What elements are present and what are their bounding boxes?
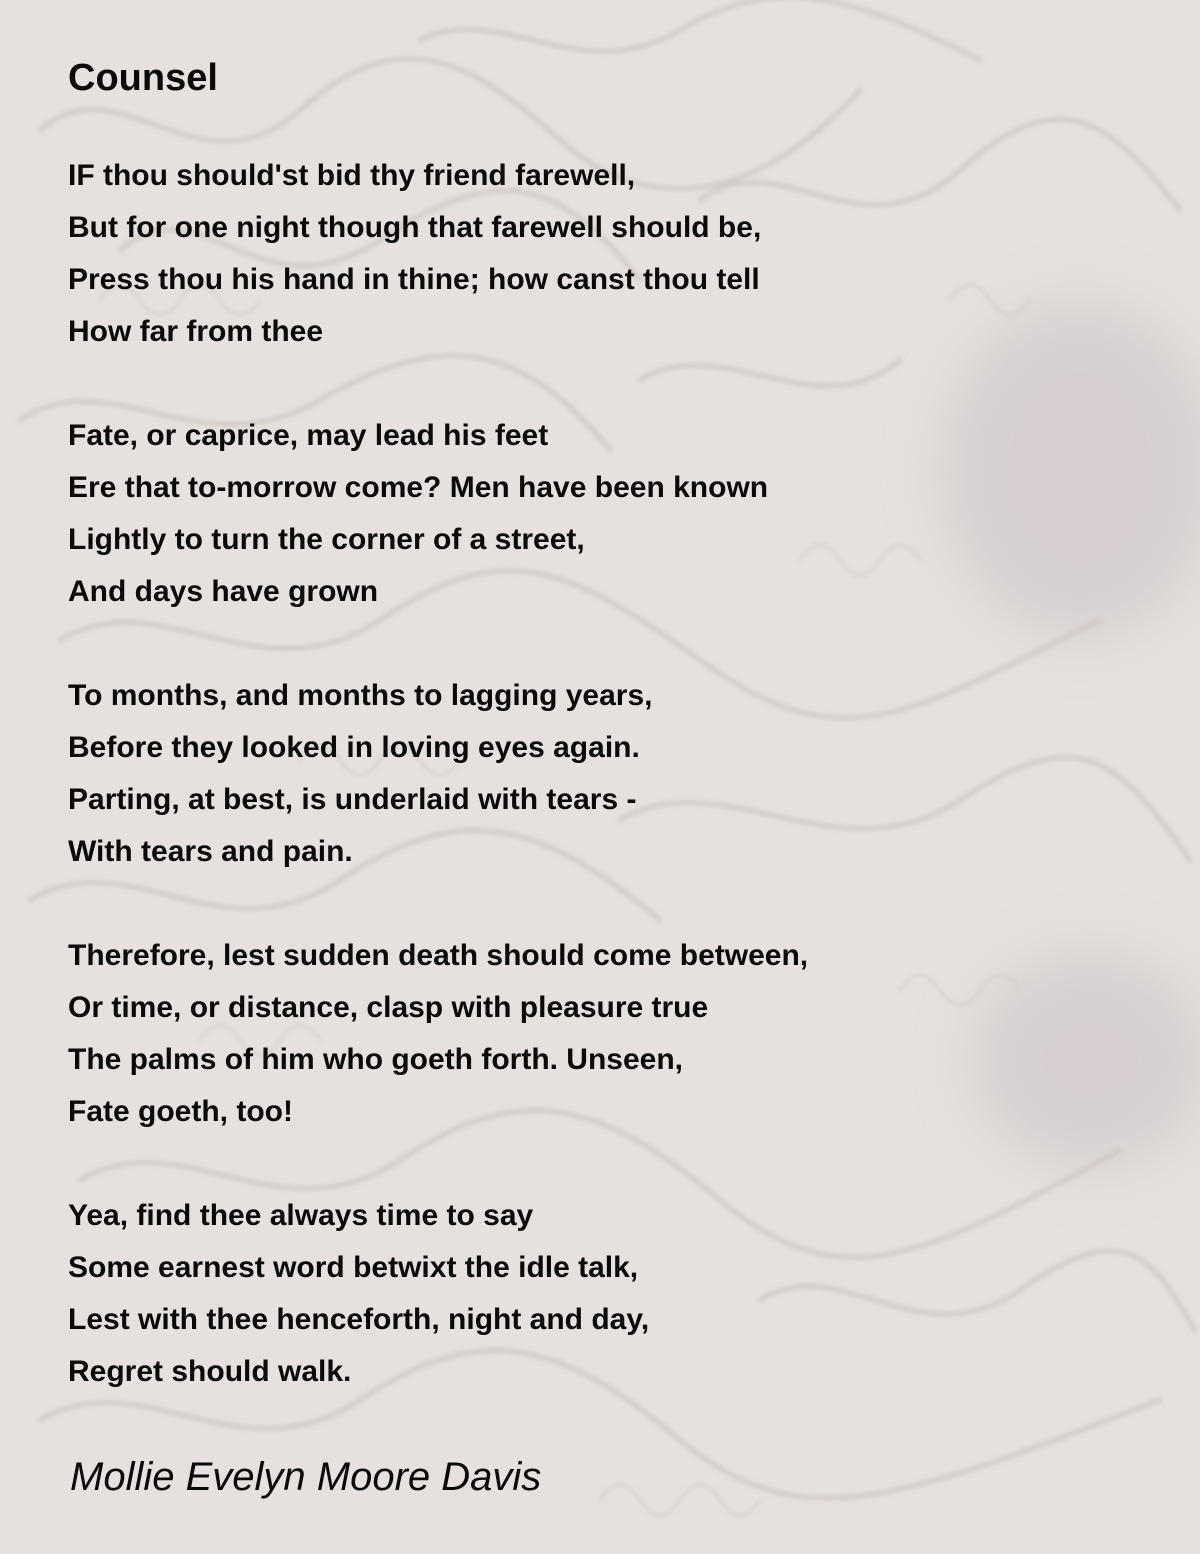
poem-line: IF thou should'st bid thy friend farewell, (68, 159, 636, 192)
poem-line: Before they looked in loving eyes again. (68, 731, 640, 764)
poem-line: Some earnest word betwixt the idle talk, (68, 1251, 639, 1284)
poem-line: Lightly to turn the corner of a street, (68, 523, 585, 556)
poem-author: Mollie Evelyn Moore Davis (70, 1455, 542, 1499)
stanza (68, 1190, 808, 1398)
poem-line: Fate, or caprice, may lead his feet (68, 419, 549, 452)
poem-line: And days have grown (68, 575, 379, 608)
poem-line: Press thou his hand in thine; how canst thou tell (68, 263, 760, 296)
ink-blot (940, 300, 1200, 640)
poem-line: Regret should walk. (68, 1355, 352, 1388)
poem-line: Or time, or distance, clasp with pleasure true (68, 991, 709, 1024)
stanza (68, 670, 808, 878)
stanza (68, 930, 808, 1138)
stanza (68, 410, 808, 618)
poem-line: How far from thee (68, 315, 324, 348)
poem-line: Ere that to-morrow come? Men have been known (68, 471, 769, 504)
poem-line: Therefore, lest sudden death should come between, (68, 939, 809, 972)
poem-body (68, 150, 808, 1450)
poem-line: Fate goeth, too! (68, 1095, 293, 1128)
ink-blot (970, 950, 1200, 1170)
poem-line: The palms of him who goeth forth. Unseen, (68, 1043, 684, 1076)
poem-title: Counsel (68, 57, 218, 99)
stanza (68, 150, 808, 358)
poem-line: With tears and pain. (68, 835, 353, 868)
poem-line: Lest with thee henceforth, night and day, (68, 1303, 650, 1336)
poem-line: Yea, find thee always time to say (68, 1199, 534, 1232)
poem-line: To months, and months to lagging years, (68, 679, 653, 712)
poem-line: Parting, at best, is underlaid with tears - (68, 783, 637, 816)
poem-line: But for one night though that farewell should be, (68, 211, 762, 244)
